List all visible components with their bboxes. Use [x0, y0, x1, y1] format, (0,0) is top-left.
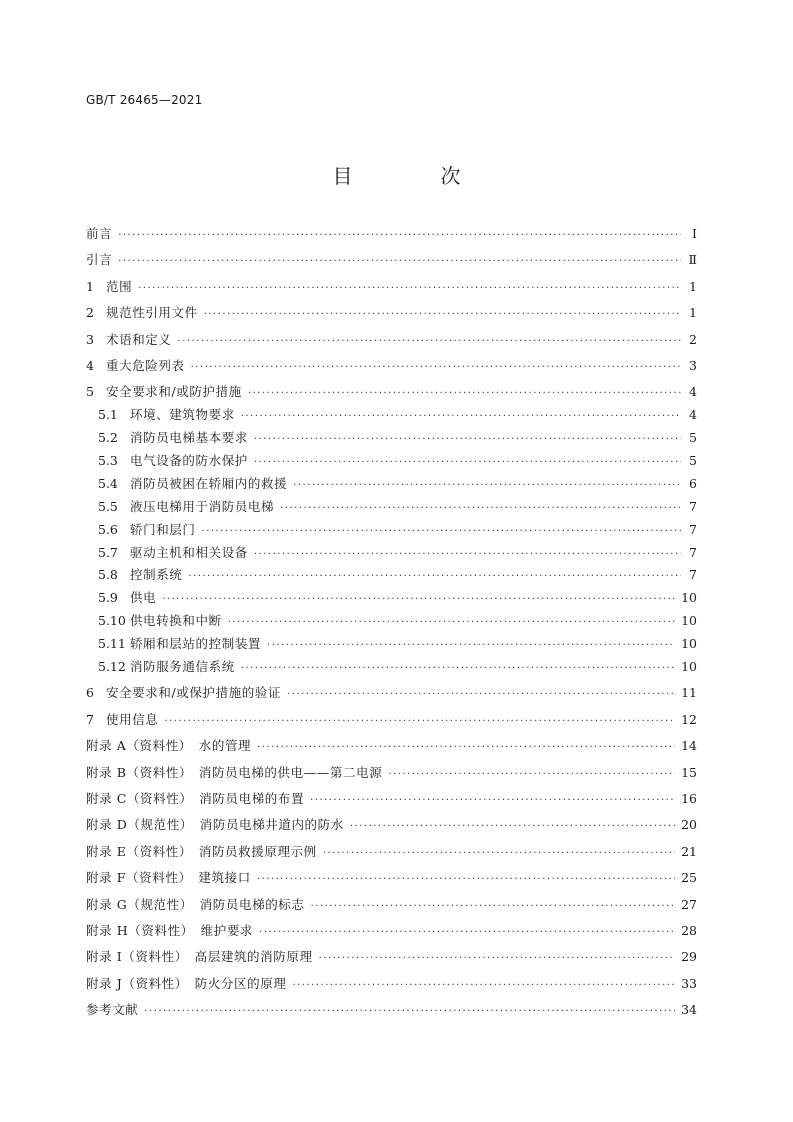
toc-entry-number: 5.2: [98, 430, 118, 446]
toc-entry-number: 4: [86, 357, 94, 373]
toc-entry-label: 引言: [86, 252, 113, 268]
toc-leader-dots: [350, 819, 675, 835]
toc-entry-number: 5.4: [98, 475, 118, 491]
toc-leader-dots: [267, 638, 675, 654]
toc-entry-label: 消防员被困在轿厢内的救援: [130, 475, 288, 491]
toc-entry-label: 轿门和层门: [130, 521, 196, 537]
toc-entry[interactable]: [86, 738, 697, 756]
toc-entry[interactable]: [86, 613, 697, 631]
toc-leader-dots: [292, 978, 675, 994]
toc-entry-page: 4: [689, 407, 697, 423]
toc-leader-dots: [310, 793, 675, 809]
toc-entry-label: 前言: [86, 226, 113, 241]
toc-entry[interactable]: [86, 712, 697, 730]
toc-entry-page: 28: [681, 922, 697, 938]
toc-entry-label: 控制系统: [130, 567, 183, 583]
toc-entry-number: 3: [86, 331, 94, 347]
toc-entry-label: 规范性引用文件: [106, 305, 198, 321]
toc-entry-label: 使用信息: [106, 711, 159, 727]
toc-entry-page: 10: [681, 590, 697, 606]
toc-leader-dots: [178, 334, 681, 350]
toc-leader-dots: [228, 615, 675, 631]
toc-entry-number: 5.9: [98, 590, 118, 606]
toc-leader-dots: [254, 455, 681, 471]
standard-code: GB/T 26465—2021: [86, 93, 203, 107]
toc-entry[interactable]: [86, 279, 697, 297]
toc-entry-number: 5.5: [98, 498, 118, 514]
toc-entry-page: 2: [689, 331, 697, 347]
toc-entry-label: 附录 B（资料性） 消防员电梯的供电——第二电源: [86, 764, 383, 780]
toc-entry[interactable]: [86, 685, 697, 703]
toc-entry-number: 5.1: [98, 407, 118, 423]
toc-entry-page: 12: [681, 711, 697, 727]
toc-entry[interactable]: [86, 567, 697, 585]
toc-entry-number: 5.11: [98, 636, 126, 652]
toc-entry-page: 3: [689, 357, 697, 373]
toc-leader-dots: [319, 951, 676, 967]
toc-entry[interactable]: [86, 407, 697, 425]
toc-entry-label: 附录 C（资料性） 消防员电梯的布置: [86, 790, 305, 806]
toc-entry-page: 27: [681, 896, 697, 912]
page-title: 目 次: [332, 164, 495, 188]
toc-entry[interactable]: [86, 522, 697, 540]
toc-entry-page: 6: [689, 475, 697, 491]
toc-entry-label: 附录 G（规范性） 消防员电梯的标志: [86, 896, 305, 912]
toc-entry[interactable]: [86, 765, 697, 783]
toc-entry[interactable]: [86, 1002, 697, 1020]
toc-entry-number: 5.7: [98, 544, 118, 560]
toc-leader-dots: [280, 501, 681, 517]
toc-entry-page: 14: [681, 738, 697, 754]
toc-entry[interactable]: [86, 897, 697, 915]
toc-entry-number: 5: [86, 384, 94, 400]
toc-entry-page: 5: [689, 453, 697, 469]
toc-entry-page: Ⅱ: [688, 252, 697, 268]
toc-leader-dots: [204, 307, 681, 323]
toc-entry-page: 1: [689, 305, 697, 321]
toc-entry-page: 10: [681, 636, 697, 652]
toc-entry-label: 范围: [106, 278, 133, 294]
toc-entry-label: 安全要求和/或保护措施的验证: [106, 685, 282, 701]
toc-entry-label: 附录 J（资料性） 防火分区的原理: [86, 975, 287, 991]
toc-entry-label: 消防员电梯基本要求: [130, 430, 248, 446]
toc-entry-number: 5.10: [98, 613, 126, 629]
toc-entry-page: 33: [681, 975, 697, 991]
toc-entry-number: 5.12: [98, 659, 126, 675]
toc-leader-dots: [162, 592, 675, 608]
toc-entry-label: 液压电梯用于消防员电梯: [130, 498, 275, 514]
toc-entry[interactable]: [86, 545, 697, 563]
toc-entry[interactable]: [86, 252, 697, 270]
toc-entry-label: 附录 E（资料性） 消防员救援原理示例: [86, 843, 317, 859]
toc-entry-page: 7: [689, 544, 697, 560]
toc-entry-page: Ⅰ: [692, 226, 697, 241]
toc-entry-page: 11: [681, 685, 697, 701]
toc-entry-label: 附录 I（资料性） 高层建筑的消防原理: [86, 949, 313, 965]
toc-entry[interactable]: [86, 923, 697, 941]
toc-entry[interactable]: [86, 817, 697, 835]
toc-leader-dots: [254, 547, 681, 563]
toc-leader-dots: [241, 409, 681, 425]
toc-entry[interactable]: [86, 870, 697, 888]
toc-entry[interactable]: [86, 476, 697, 494]
toc-leader-dots: [118, 228, 681, 244]
toc-entry-page: 7: [689, 498, 697, 514]
toc-entry-label: 重大危险列表: [106, 357, 185, 373]
toc-entry-number: 6: [86, 685, 94, 701]
toc-entry-label: 环境、建筑物要求: [130, 407, 235, 423]
toc-entry-label: 附录 A（资料性） 水的管理: [86, 738, 252, 754]
toc-leader-dots: [287, 687, 675, 703]
toc-entry-label: 驱动主机和相关设备: [130, 544, 248, 560]
toc-entry-label: 附录 H（资料性） 维护要求: [86, 922, 254, 938]
toc-entry[interactable]: [86, 358, 697, 376]
toc-entry-label: 参考文献: [86, 1002, 139, 1018]
toc-entry-page: 4: [689, 384, 697, 400]
toc-leader-dots: [191, 360, 681, 376]
toc-entry-number: 5.8: [98, 567, 118, 583]
toc-leader-dots: [144, 1004, 675, 1020]
table-of-contents: [86, 226, 697, 1020]
toc-entry-label: 附录 F（资料性） 建筑接口: [86, 870, 251, 886]
toc-leader-dots: [202, 524, 681, 540]
toc-entry-page: 34: [681, 1002, 697, 1018]
toc-entry-page: 16: [681, 790, 697, 806]
toc-entry[interactable]: [86, 659, 697, 677]
toc-entry[interactable]: [86, 453, 697, 471]
toc-entry-number: 7: [86, 711, 94, 727]
toc-leader-dots: [257, 872, 675, 888]
toc-entry[interactable]: [86, 384, 697, 402]
toc-entry-page: 5: [689, 430, 697, 446]
toc-leader-dots: [257, 740, 675, 756]
toc-leader-dots: [118, 254, 681, 270]
toc-entry[interactable]: [86, 636, 697, 654]
toc-entry[interactable]: [86, 332, 697, 350]
toc-entry-page: 10: [681, 659, 697, 675]
toc-entry-page: 1: [689, 278, 697, 294]
toc-entry-number: 2: [86, 305, 94, 321]
toc-entry-label: 轿厢和层站的控制装置: [130, 636, 262, 652]
toc-entry-number: 1: [86, 278, 94, 294]
toc-leader-dots: [293, 478, 681, 494]
toc-entry-page: 7: [689, 521, 697, 537]
toc-leader-dots: [323, 846, 675, 862]
toc-entry[interactable]: [86, 305, 697, 323]
toc-entry[interactable]: [86, 430, 697, 448]
toc-entry-label: 安全要求和/或防护措施: [106, 384, 242, 400]
toc-entry-page: 10: [681, 613, 697, 629]
toc-entry-page: 7: [689, 567, 697, 583]
toc-leader-dots: [241, 661, 675, 677]
toc-leader-dots: [248, 386, 681, 402]
toc-entry-label: 消防服务通信系统: [130, 659, 235, 675]
toc-leader-dots: [311, 899, 676, 915]
toc-entry[interactable]: [86, 949, 697, 967]
toc-entry-label: 电气设备的防水保护: [130, 453, 248, 469]
toc-entry-label: 供电: [130, 590, 157, 606]
toc-entry-label: 供电转换和中断: [130, 613, 222, 629]
toc-leader-dots: [188, 569, 681, 585]
toc-leader-dots: [164, 714, 675, 730]
toc-entry-page: 21: [681, 843, 697, 859]
toc-leader-dots: [259, 925, 675, 941]
toc-entry-page: 25: [681, 870, 697, 886]
toc-leader-dots: [388, 767, 675, 783]
toc-entry[interactable]: [86, 976, 697, 994]
toc-leader-dots: [138, 281, 681, 297]
toc-entry-number: 5.3: [98, 453, 118, 469]
toc-entry-page: 15: [681, 764, 697, 780]
toc-entry-page: 20: [681, 817, 697, 833]
toc-entry-number: 5.6: [98, 521, 118, 537]
toc-entry-label: 附录 D（规范性） 消防员电梯井道内的防水: [86, 817, 344, 833]
toc-entry[interactable]: [86, 791, 697, 809]
toc-entry-label: 术语和定义: [106, 331, 172, 347]
toc-entry[interactable]: [86, 499, 697, 517]
toc-leader-dots: [254, 432, 681, 448]
toc-entry[interactable]: [86, 590, 697, 608]
toc-entry[interactable]: [86, 226, 697, 244]
toc-entry-page: 29: [681, 949, 697, 965]
toc-entry[interactable]: [86, 844, 697, 862]
